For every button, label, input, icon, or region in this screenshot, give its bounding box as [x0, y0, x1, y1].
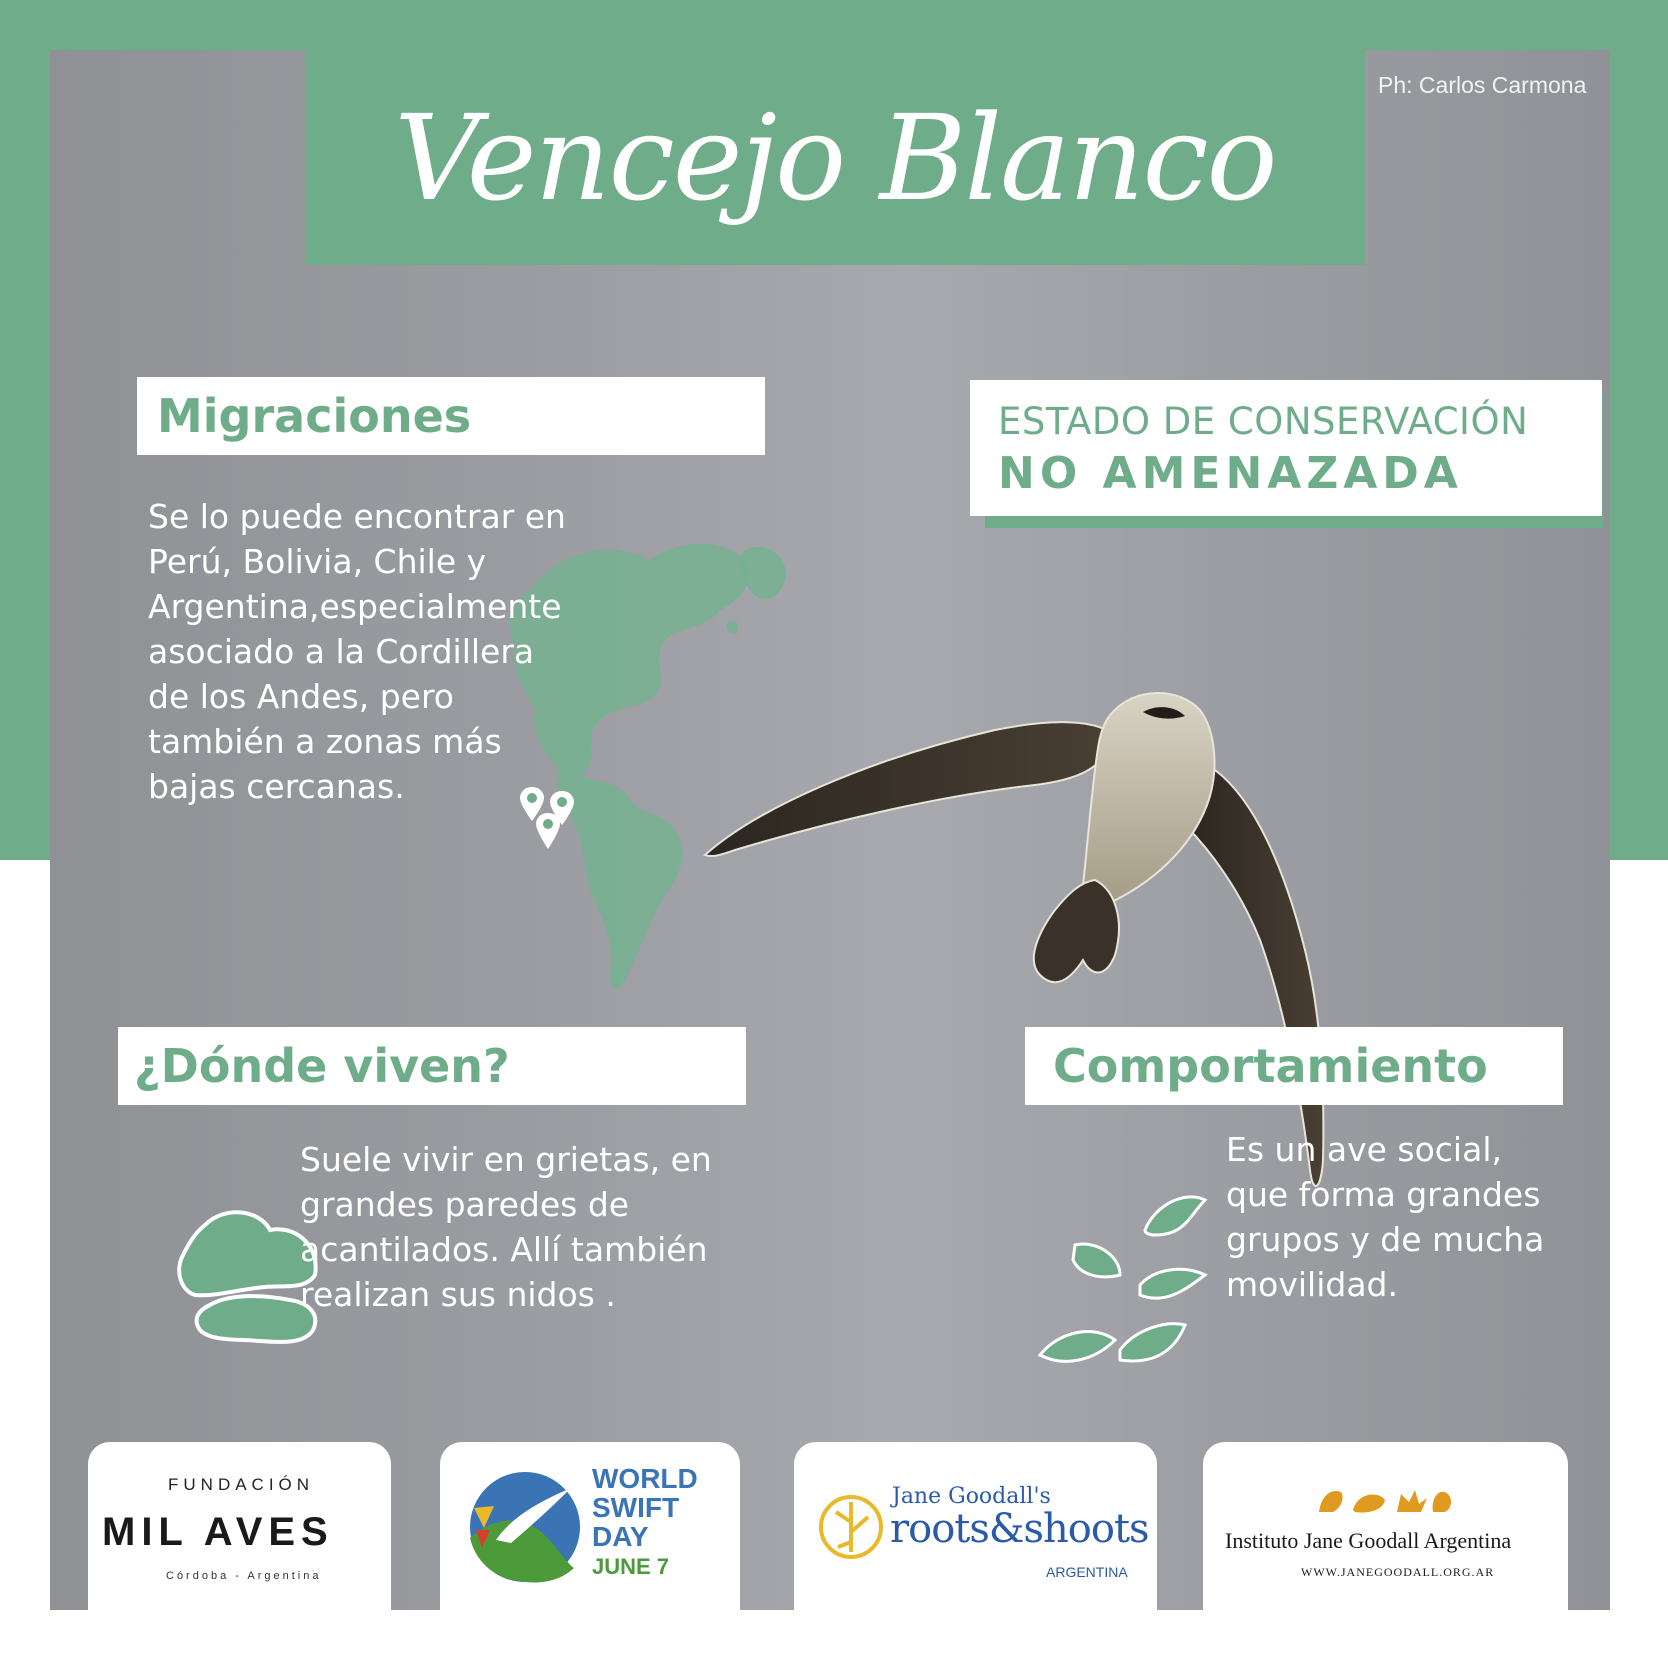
comportamiento-text: Es un ave social, que forma grandes grupos y de mucha movilidad. — [1226, 1130, 1545, 1304]
world-swift-day-name: WORLD SWIFT DAY — [592, 1463, 698, 1552]
logo-instituto-jane-goodall — [1203, 1442, 1568, 1610]
logo-mil-aves-sub: Córdoba - Argentina — [166, 1570, 322, 1582]
page-title: Vencejo Blanco — [394, 88, 1276, 227]
instituto-url: WWW.JANEGOODALL.ORG.AR — [1301, 1565, 1495, 1579]
logo-mil-aves — [88, 1442, 391, 1610]
logo-mil-aves-name: MIL AVES — [102, 1510, 334, 1554]
comportamiento-heading: Comportamiento — [1053, 1039, 1488, 1093]
conservation-heading: ESTADO DE CONSERVACIÓN — [998, 400, 1529, 443]
roots-shoots-country: ARGENTINA — [1046, 1564, 1128, 1580]
world-swift-day-date: JUNE 7 — [592, 1554, 670, 1579]
donde-viven-text: Suele vivir en grietas, en grandes paredes de acantilados. Allí también realizan sus nidos . — [300, 1140, 712, 1314]
migraciones-text: Se lo puede encontrar en Perú, Bolivia, Chile y Argentina,especialmente asociado a la Cordillera de los Andes, pero también a zonas más bajas cercanas. — [148, 497, 566, 806]
donde-viven-heading-box — [118, 1027, 746, 1105]
logo-roots-shoots — [794, 1442, 1157, 1610]
migraciones-heading: Migraciones — [157, 389, 472, 443]
world-swift-day-emblem-icon — [466, 1468, 584, 1586]
donde-viven-heading: ¿Dónde viven? — [134, 1039, 510, 1093]
title-banner — [305, 50, 1365, 265]
roots-shoots-name: roots&shoots — [890, 1506, 1149, 1552]
instituto-name: Instituto Jane Goodall Argentina — [1225, 1528, 1512, 1553]
flock-of-swifts-icon — [1035, 1180, 1235, 1380]
comportamiento-heading-box — [1025, 1027, 1563, 1105]
animals-row-icon — [1315, 1484, 1455, 1516]
conservation-status: NO AMENAZADA — [998, 448, 1463, 499]
logo-world-swift-day — [440, 1442, 740, 1610]
bird-photo-background — [50, 50, 1610, 1610]
roots-shoots-emblem-icon — [816, 1487, 886, 1567]
photo-credit: Ph: Carlos Carmona — [1378, 72, 1587, 98]
roots-shoots-brand: Jane Goodall's — [892, 1484, 1051, 1509]
conservation-box — [970, 380, 1602, 516]
migraciones-heading-box — [137, 377, 765, 455]
logo-mil-aves-top: FUNDACIÓN — [168, 1475, 315, 1494]
